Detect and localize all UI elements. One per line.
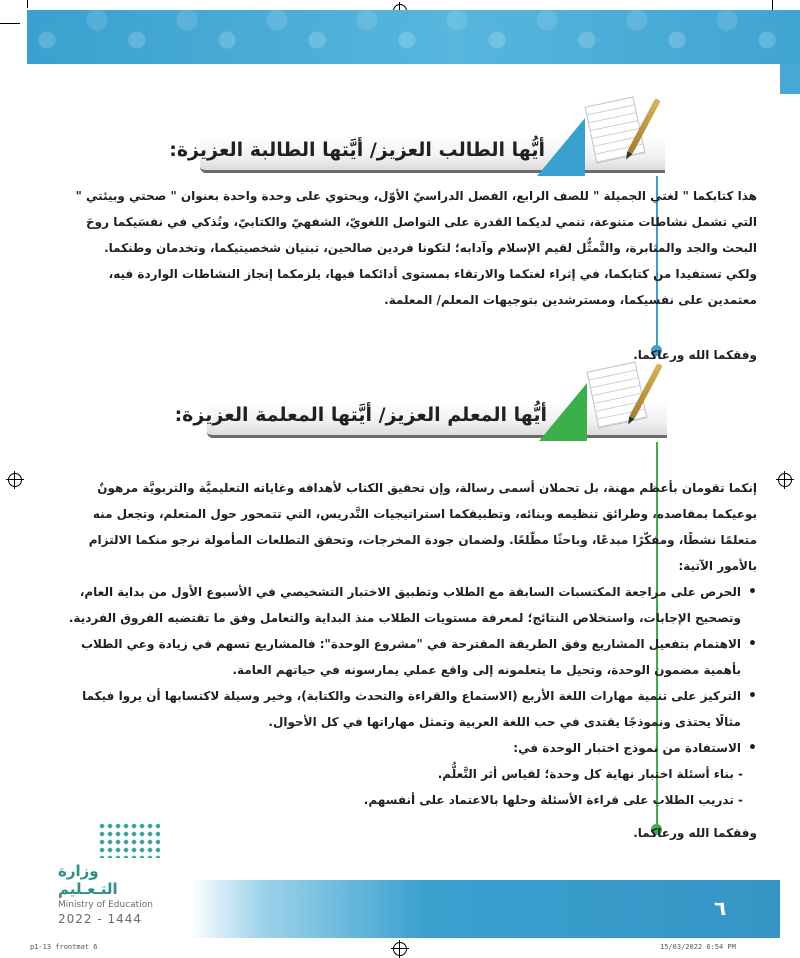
teacher-section-banner [174,401,667,441]
crop-mark [27,0,28,8]
teacher-section-body [60,475,757,813]
student-closing: وفقكما الله ورعاكما. [633,348,757,362]
registration-mark-icon [393,942,407,956]
paper-icon [587,361,648,428]
footer-decorative-band [190,880,780,938]
paper-icon [585,96,646,163]
student-section-banner [169,136,665,176]
teacher-intro: إنكما تقومان بأعظم مهنة، بل تحملان أسمى رسالة، وإن تحقيق الكتاب لأهدافه وغاياته التعليميَّة والتربويَّة مرهونٌ بوعيكما بمقاصده، وطرائق تنظيمه وبنائه، وتطبيقكما استراتيجيات التَّدريس، التي تتمحور حول المتعلم، وتجعل منه متعلمًا نشطًا، ومفكّرًا مبدعًا، وباحثًا مطّلعًا. ولضمان جودة المخرجات، وتحقق التطلعات المأمولة نرجو منكما الالتزام بالأمور الآتية: [88,481,757,573]
print-slug-left: p1-13 frontmat 6 [30,943,98,951]
list-subitem: - بناء أسئلة اختبار نهاية كل وحدة؛ لقياس أثر التَّعلُّم. [437,767,743,781]
student-section-title: أيُّها الطالب العزيز/ أيَّتها الطالبة العزيزة: [169,139,545,161]
header-decorative-band [27,10,800,64]
list-item: • الحرص على مراجعة المكتسبات السابقة مع الطلاب وتطبيق الاختبار التشخيصي في الأسبوع الأول من بداية العام، وتصحيح الإجابات، واستخلاص النتائج؛ لمعرفة مستويات الطلاب منذ البداية والتعامل وفق ما تقتضيه الفروق الفردية. [60,579,741,631]
list-item: • الاستفادة من نموذج اختبار الوحدة في: [60,735,741,761]
page-number: ٦ [714,896,727,920]
print-slug-right: 15/03/2022 6:54 PM [660,943,736,951]
registration-mark-icon [8,473,22,487]
ministry-name-arabic: وزارة التـعـليم [58,862,118,898]
teacher-section-title: أيُّها المعلم العزيز/ أيَّتها المعلمة العزيزة: [174,404,547,426]
student-paragraph-2: ولكي تستفيدا من كتابكما، في إثراء لغتكما والارتقاء بمستوى أدائكما فيها، يلزمكما إنجاز النشاطات الواردة فيه، معتمدين على نفسيكما، ومسترشدين بتوجيهات المعلم/ المعلمة. [108,267,757,307]
crop-mark [0,23,20,24]
header-band-edge [780,64,800,94]
test-usage-subitems [60,761,757,813]
registration-mark-icon [778,473,792,487]
list-item: • الاهتمام بتفعيل المشاريع وفق الطريقة المقترحة في "مشروع الوحدة": فالمشاريع تسهم في زيادة وعي الطلاب بأهمية مضمون الوحدة، وتحيل ما يتعلمونه إلى واقع عملي يمارسونه في حياتهم العامة. [60,631,741,683]
list-subitem: - تدريب الطلاب على قراءة الأسئلة وحلها بالاعتماد على أنفسهم. [363,793,743,807]
list-item: • التركيز على تنمية مهارات اللغة الأربع (الاستماع والقراءة والتحدث والكتابة)، وخير وسيلة لاكتسابها أن يروا فيكما مثالًا يحتذى ونموذجًا يقتدى في حب اللغة العربية وتمثل مهاراتها في كل الأحوال. [60,683,741,735]
edition-year: 2022 - 1444 [58,912,143,926]
ministry-name-english: Ministry of Education [58,900,153,910]
student-section-body [60,183,757,313]
student-paragraph-1: هذا كتابكما " لغتي الجميلة " للصف الرابع، الفصل الدراسيّ الأوّل، ويحتوي على وحدة واحدة بعنوان " صحتي وبيئتي " التي تشمل نشاطات متنوعة، تنمي لديكما القدرة على التواصل اللغويّ، الشفهيّ والكتابيّ، وتُذكي في نفسَيكما روحَ البحث والجد والمثابرة، والتَّمثُّل لقيم الإسلام وآدابه؛ لتكونا فردين صالحين، تبنيان شخصيتيكما، وتخدمان وطنكما. [75,189,757,255]
teacher-closing: وفقكما الله ورعاكما. [633,826,757,840]
ministry-logo [58,862,158,926]
teacher-guidelines-list [60,579,757,761]
ministry-logo-dots-icon [98,822,160,858]
